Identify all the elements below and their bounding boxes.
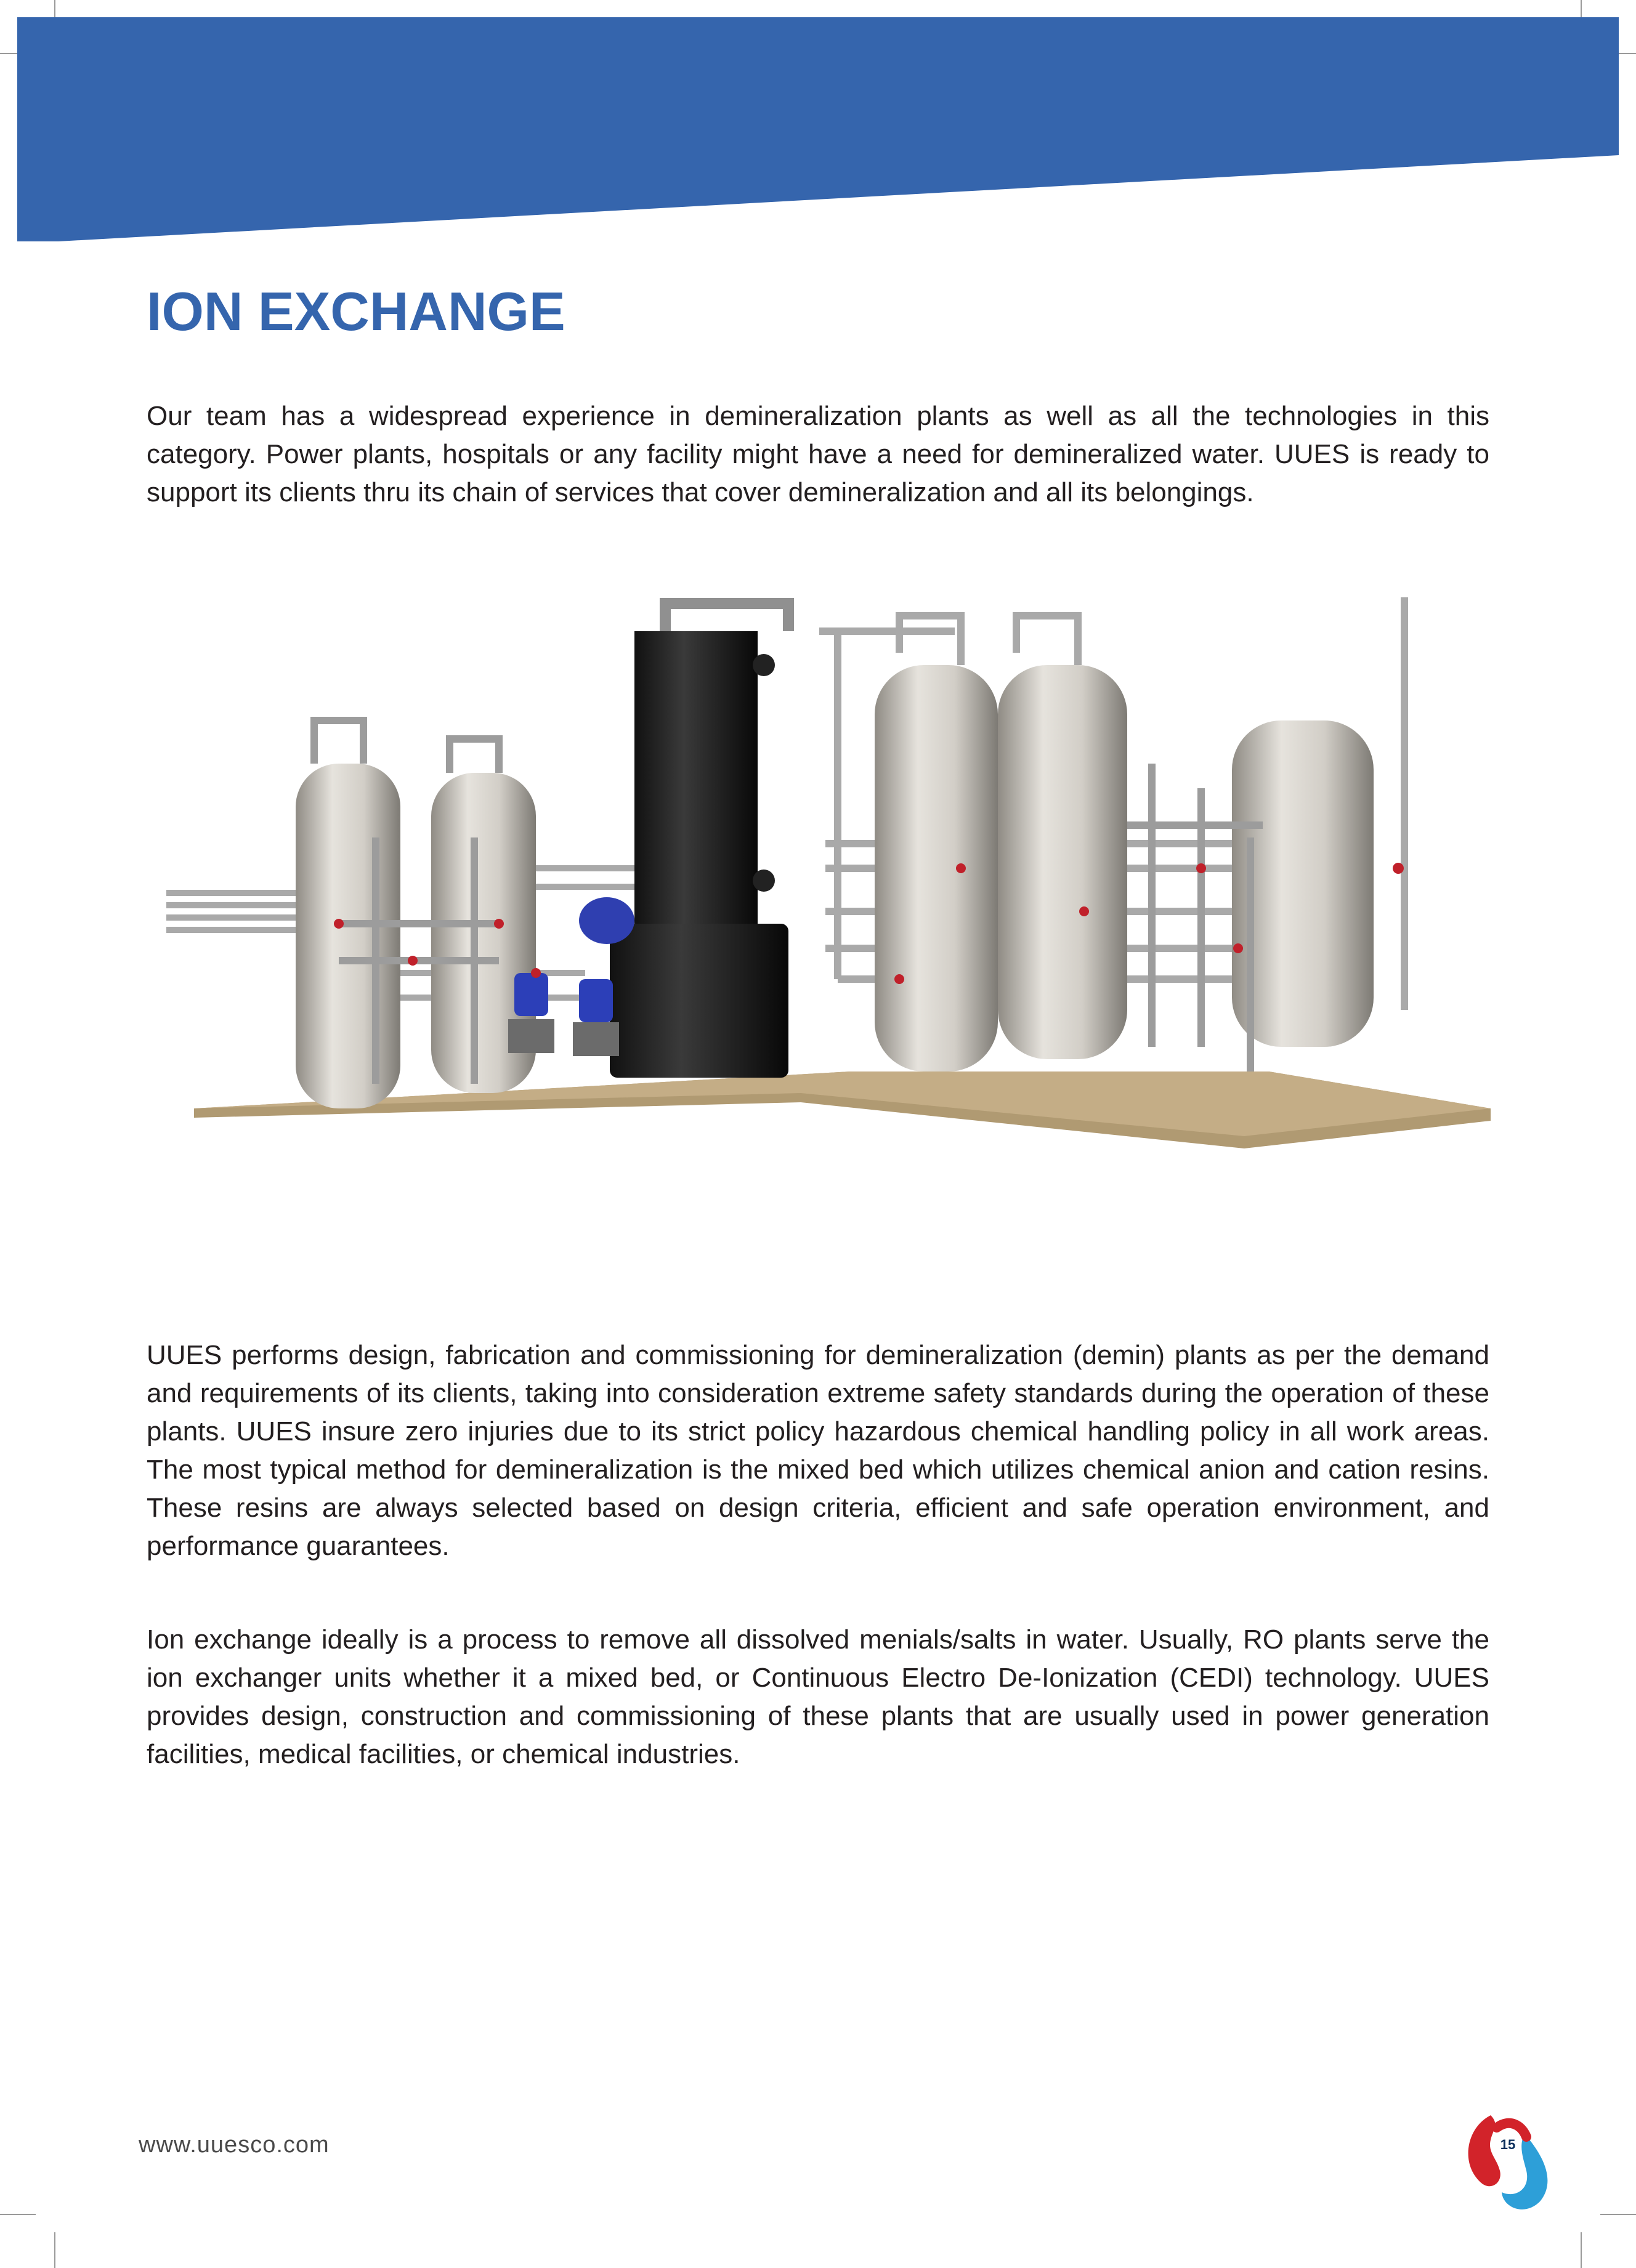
demin-paragraph: UUES performs design, fabrication and commissioning for demineralization (demin) plants as per the demand and requirements of its clients, taking into consideration extreme safety standards during the operation of these plants. UUES insure zero injuries due to its strict policy hazardous chemical handling policy in all work areas. The most typical method for demineralization is the mixed bed which utilizes chemical anion and cation resins. These resins are always selected based on design criteria, efficient and safe operation environment, and performance guarantees. <box>147 1340 1489 1561</box>
page-number: 15 <box>1500 2137 1516 2152</box>
intro-paragraph: Our team has a widespread experience in demineralization plants as well as all the technologies in this category. Power plants, hospitals or any facility might have a need for demineralized water. UUES is ready to support its clients thru its chain of services that cover demineralization and all its belongings. <box>147 401 1489 507</box>
crop-mark <box>1581 2232 1582 2268</box>
header-banner <box>0 0 1636 246</box>
footer-website[interactable]: www.uuesco.com <box>139 2132 330 2158</box>
page-title: ION EXCHANGE <box>147 281 565 342</box>
crop-mark <box>0 2214 36 2215</box>
ion-exchange-plant-illustration <box>154 579 1497 1152</box>
crop-mark <box>1600 2214 1636 2215</box>
ion-exchange-paragraph: Ion exchange ideally is a process to remove all dissolved menials/salts in water. Usually, RO plants serve the ion exchanger units whether it a mixed bed, or Continuous Electro De-Ionization (CEDI) technology. UUES provides design, construction and commissioning of these plants that are usually used in power generation facilities, medical facilities, or chemical industries. <box>147 1624 1489 1769</box>
crop-mark <box>54 2232 55 2268</box>
